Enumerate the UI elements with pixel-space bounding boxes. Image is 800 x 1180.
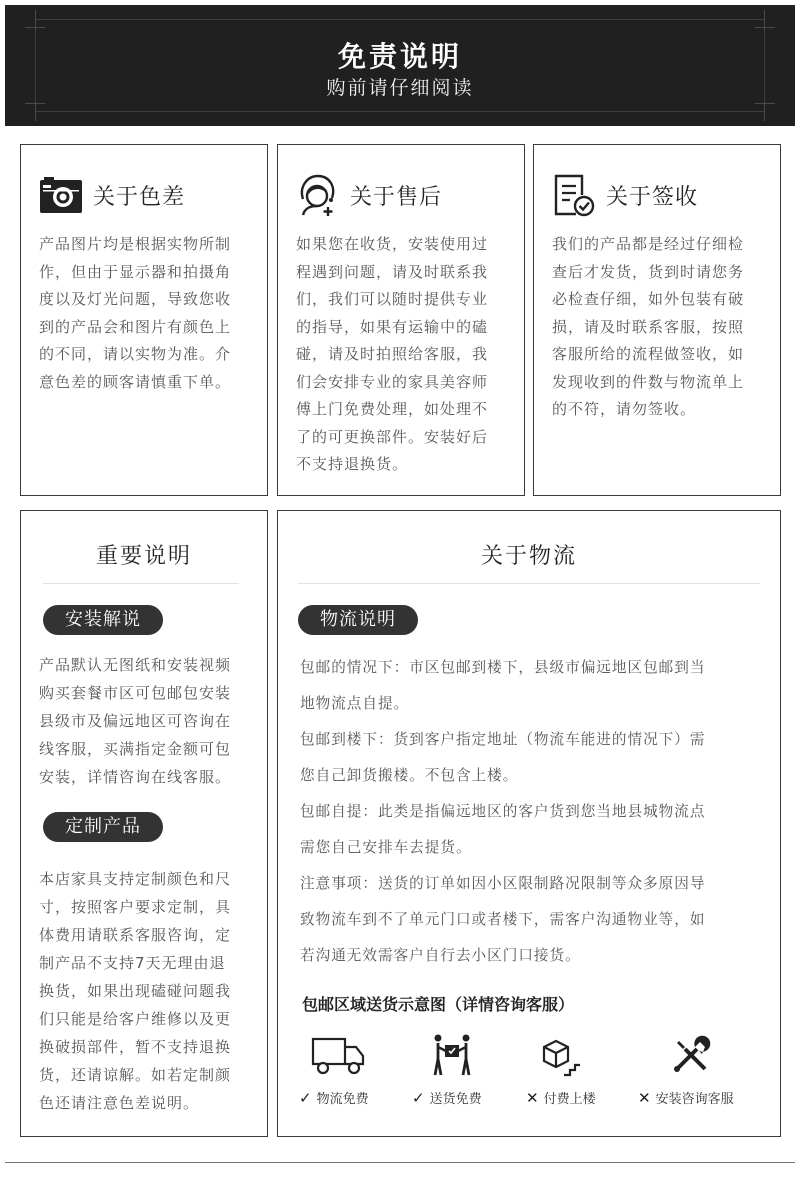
text-line: 不支持退换货。: [296, 455, 409, 473]
sign-document-icon: [552, 173, 598, 217]
text-line: 色还请注意色差说明。: [39, 1094, 200, 1112]
text-line: 包邮自提：此类是指偏远地区的客户货到您当地县城物流点: [300, 803, 706, 820]
install-consult-label: [638, 1088, 734, 1107]
page-title: 免责说明: [337, 40, 462, 73]
text-line: 的不同，请以实物为准。介: [39, 345, 232, 363]
divider: [298, 583, 760, 584]
text-line: 线客服，买满指定金额可包: [39, 740, 232, 758]
item-label: 付费上楼: [543, 1092, 596, 1107]
text-line: 作，但由于显示器和拍摄角: [39, 262, 232, 281]
important-notes-box: [20, 510, 268, 1137]
text-line: 产品图片均是根据实物所制: [39, 235, 232, 253]
item-label: 送货免费: [429, 1092, 482, 1107]
text-line: 换货，如果出现磕碰问题我: [39, 982, 232, 1000]
delivery-men-item: [397, 1032, 507, 1078]
text-line: 货，还请谅解。如若定制颜: [39, 1066, 232, 1084]
text-line: 损，请及时联系客服，按照: [552, 317, 745, 336]
text-line: 本店家具支持定制颜色和尺: [39, 870, 232, 888]
text-line: 我们的产品都是经过仔细检: [552, 235, 745, 253]
camera-icon: [39, 173, 85, 217]
text-line: 碰，请及时拍照给客服，我: [296, 345, 489, 363]
tools-item: [636, 1032, 746, 1078]
text-line: 意色差的顾客请慎重下单。: [39, 372, 232, 391]
text-line: 换破损部件，暂不支持退换: [39, 1038, 232, 1056]
logistics-badge: 物流说明: [298, 605, 418, 635]
text-line: 体费用请联系客服咨询，定: [39, 926, 232, 944]
header-banner: [5, 5, 795, 126]
free-logistics-label: [299, 1088, 369, 1107]
text-line: 注意事项：送货的订单如因小区限制路况限制等众多原因导: [300, 875, 706, 892]
delivery-diagram-title: 包邮区域送货示意图（详情咨询客服）: [302, 995, 575, 1014]
text-line: 们会安排专业的家具美容师: [296, 372, 489, 391]
text-line: 们只能是给客户维修以及更: [39, 1010, 232, 1028]
text-line: 寸，按照客户要求定制，具: [39, 898, 232, 916]
bottom-divider: [5, 1162, 795, 1163]
box-title: 关于售后: [350, 184, 443, 210]
text-line: 到的产品会和图片有颜色上: [39, 317, 232, 336]
section-title: 重要说明: [95, 544, 192, 569]
text-line: 傅上门免费处理，如处理不: [296, 400, 489, 418]
stairs-item: [507, 1032, 617, 1078]
item-label: 物流免费: [316, 1092, 369, 1107]
truck-icon: [283, 1032, 393, 1078]
text-line: 安装，详情咨询在线客服。: [39, 768, 232, 786]
text-line: 产品默认无图纸和安装视频: [39, 656, 232, 674]
sign-receipt-box: [533, 144, 781, 496]
text-line: 包邮的情况下：市区包邮到楼下，县级市偏远地区包邮到当: [300, 659, 706, 676]
text-line: 的不符，请勿签收。: [552, 400, 697, 418]
text-line: 发现收到的件数与物流单上: [552, 372, 745, 391]
cross-icon: ✕: [638, 1088, 651, 1107]
color-difference-box: [20, 144, 268, 496]
text-line: 度以及灯光问题，导致您收: [39, 290, 232, 308]
text-line: 需您自己安排车去提货。: [300, 839, 472, 856]
text-line: 如果您在收货，安装使用过: [296, 235, 489, 253]
check-icon: ✓: [299, 1088, 312, 1107]
cross-icon: ✕: [526, 1088, 539, 1107]
install-badge: 安装解说: [43, 605, 163, 635]
delivery-men-icon: [397, 1032, 507, 1078]
text-line: 若沟通无效需客户自行去小区门口接货。: [300, 947, 581, 964]
box-title: 关于色差: [93, 184, 186, 210]
text-line: 购买套餐市区可包邮包安装: [39, 684, 232, 702]
text-line: 客服所给的流程做签收，如: [552, 345, 745, 363]
tools-icon: [636, 1032, 746, 1078]
text-line: 县级市及偏远地区可咨询在: [39, 712, 232, 730]
box-title: 关于签收: [606, 184, 699, 210]
stairs-box-icon: [507, 1032, 617, 1078]
divider: [43, 583, 239, 584]
text-line: 致物流车到不了单元门口或者楼下，需客户沟通物业等，如: [300, 911, 706, 928]
page-subtitle: 购前请仔细阅读: [326, 77, 474, 99]
truck-item: [283, 1032, 393, 1078]
free-delivery-label: [412, 1088, 482, 1107]
paid-upstairs-label: [526, 1088, 596, 1107]
text-line: 您自己卸货搬楼。不包含上楼。: [300, 767, 519, 784]
customer-service-icon: [296, 173, 342, 217]
check-icon: ✓: [412, 1088, 425, 1107]
item-label: 安装咨询客服: [655, 1092, 734, 1107]
text-line: 的指导，如果有运输中的磕: [296, 317, 489, 336]
text-line: 了的可更换部件。安装好后: [296, 427, 489, 446]
after-sales-box: [277, 144, 525, 496]
text-line: 查后才发货，货到时请您务: [552, 262, 745, 281]
text-line: 地物流点自提。: [300, 695, 410, 712]
custom-product-badge: 定制产品: [43, 812, 163, 842]
text-line: 包邮到楼下：货到客户指定地址（物流车能进的情况下）需: [300, 731, 706, 748]
section-title: 关于物流: [480, 544, 577, 569]
text-line: 制产品不支持7天无理由退: [39, 954, 226, 972]
text-line: 必检查仔细，如外包装有破: [552, 290, 745, 308]
text-line: 们，我们可以随时提供专业: [296, 290, 489, 308]
text-line: 程遇到问题，请及时联系我: [296, 262, 489, 281]
